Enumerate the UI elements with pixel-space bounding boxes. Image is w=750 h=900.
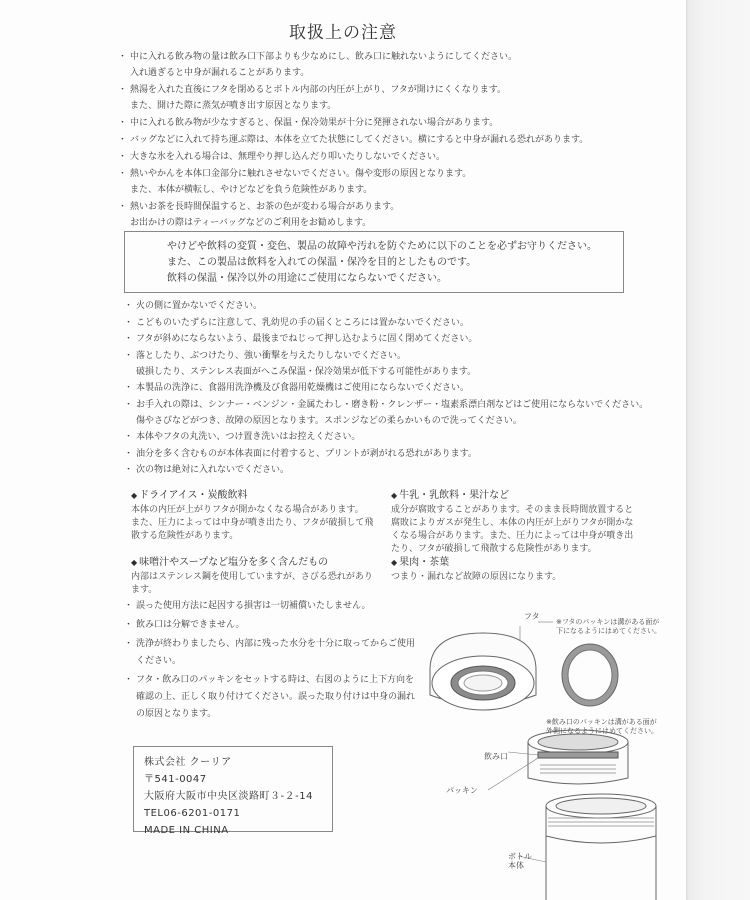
company-tel: TEL06-6201-0171 — [144, 808, 241, 819]
list-item: ・ お手入れの際は、シンナー・ベンジン・金属たわし・磨き粉・クレンザー・塩素系漂白剤などはご使用にならないでください。 傷やさびなどがつき、故障の原因となります。スポンジなどの柔らかいもので洗ってください。 — [124, 397, 669, 429]
packing-diagram — [420, 600, 686, 900]
category-text: 成分が腐敗することがあります。そのまま長時間放置すると 腐敗によりガスが発生し、本体の内圧が上がりフタが開かな くなる場合があります。また、圧力によっては中身が噴き出 たり、フタが破損して飛散する危険性があります。 — [391, 505, 634, 554]
list-item: ・ フタ・飲み口のパッキンをセットする時は、右図のように上下方向を 確認の上、正しく取り付けてください。誤った取り付けは中身の漏れ の原因となります。 — [124, 672, 424, 723]
bottle-illustration — [546, 794, 656, 900]
page-title: 取扱上の注意 — [289, 23, 397, 43]
label-lid: フタ — [524, 612, 540, 621]
category-text: 内部はステンレス鋼を使用していますが、さびる恐れがあり ます。 — [131, 572, 373, 595]
note-lid-gasket: ※フタのパッキンは溝がある面が 下になるようにはめてください。 — [556, 618, 661, 635]
list-item: ・ 油分を多く含むものが本体表面に付着すると、プリントが剥がれる恐れがあります。 — [124, 446, 669, 462]
company-box — [133, 746, 333, 836]
list-item: ・ 本体やフタの丸洗い、つけ置き洗いはお控えください。 — [124, 429, 669, 445]
notice-line: また、この製品は飲料を入れての保温・保冷を目的としたものです。 — [167, 257, 477, 268]
category-heading: ◆ 果肉・茶葉 — [391, 555, 671, 570]
list-item: ・ 熱いお茶を長時間保温すると、お茶の色が変わる場合があります。 お出かけの際はティーバッグなどのご利用をお勧めします。 — [118, 199, 678, 231]
category-fruit — [391, 555, 671, 584]
list-item: ・ 落としたり、ぶつけたり、強い衝撃を与えたりしないでください。 破損したり、ステンレス表面がへこみ保温・保冷効果が低下する可能性があります。 — [124, 348, 669, 380]
notice-line: やけどや飲料の変質・変色、製品の故障や汚れを防ぐために以下のことを必ずお守りください。 — [167, 241, 597, 252]
diagram-drawing — [420, 600, 686, 900]
category-heading: ◆ ドライアイス・炭酸飲料 — [131, 488, 391, 503]
postal-code: 〒541-0047 — [144, 774, 207, 785]
list-item: ・ 中に入れる飲み物が少なすぎると、保温・保冷効果が十分に発揮されない場合があります。 — [118, 115, 678, 131]
list-item: ・ 誤った使用方法に起因する損害は一切補償いたしません。 — [124, 598, 424, 615]
category-heading: ◆ 味噌汁やスープなど塩分を多く含んだもの — [131, 555, 391, 570]
category-soup — [131, 555, 391, 597]
caution-list-1 — [118, 49, 678, 232]
label-packing: パッキン — [446, 786, 478, 795]
lid-illustration — [430, 633, 536, 710]
category-text: つまり・漏れなど故障の原因になります。 — [391, 572, 562, 582]
label-bottle: ボトル 本体 — [508, 852, 532, 870]
list-item: ・ 次の物は絶対に入れないでください。 — [124, 462, 669, 478]
origin: MADE IN CHINA — [144, 825, 229, 836]
list-item: ・ 本製品の洗浄に、食器用洗浄機及び食器用乾燥機はご使用にならないでください。 — [124, 380, 669, 396]
list-item: ・ 火の側に置かないでください。 — [124, 298, 669, 314]
list-item: ・ 熱湯を入れた直後にフタを閉めるとボトル内部の内圧が上がり、フタが開けにくくなります。 また、開けた際に蒸気が噴き出す原因となります。 — [118, 82, 678, 114]
list-item: ・ 飲み口は分解できません。 — [124, 617, 424, 634]
company-name: 株式会社 クーリア — [144, 757, 232, 768]
notice-line: 飲料の保温・保冷以外の用途にご使用にならないでください。 — [167, 273, 447, 284]
list-item: ・ バッグなどに入れて持ち運ぶ際は、本体を立てた状態にしてください。横にすると中身が漏れる恐れがあります。 — [118, 132, 678, 148]
category-dry-ice — [131, 488, 391, 543]
list-item: ・ 中に入れる飲み物の量は飲み口下部よりも少なめにし、飲み口に触れないようにしてください。 入れ過ぎると中身が漏れることがあります。 — [118, 49, 678, 81]
lid-gasket-illustration — [562, 644, 618, 706]
list-item: ・ 熱いやかんを本体口金部分に触れさせないでください。傷や変形の原因となります。 また、本体が横転し、やけどなどを負う危険性があります。 — [118, 166, 678, 198]
category-milk — [391, 488, 671, 556]
label-mouth-piece: 飲み口 — [484, 752, 508, 761]
mouth-piece-illustration — [528, 730, 628, 784]
caution-list-3 — [124, 598, 424, 725]
list-item: ・ 洗浄が終わりましたら、内部に残った水分を十分に取ってからご使用 ください。 — [124, 636, 424, 670]
company-address: 大阪府大阪市中央区淡路町３-２-14 — [144, 791, 313, 802]
category-text: 本体の内圧が上がりフタが開かなくなる場合があります。 また、圧力によっては中身が噴き出たり、フタが破損して飛 散する危険性があります。 — [131, 505, 374, 541]
list-item: ・ こどものいたずらに注意して、乳幼児の手の届くところには置かないでください。 — [124, 315, 669, 331]
list-item: ・ フタが斜めにならないよう、最後までねじって押し込むように固く閉めてください。 — [124, 331, 669, 347]
list-item: ・ 大きな氷を入れる場合は、無理やり押し込んだり叩いたりしないでください。 — [118, 149, 678, 165]
caution-list-2 — [124, 298, 669, 479]
category-heading: ◆ 牛乳・乳飲料・果汁など — [391, 488, 671, 503]
notice-box — [124, 231, 624, 293]
note-mouth-gasket: ※飲み口のパッキンは溝がある面が 外側になるようにはめてください。 — [546, 718, 658, 735]
page-edge — [686, 0, 750, 900]
